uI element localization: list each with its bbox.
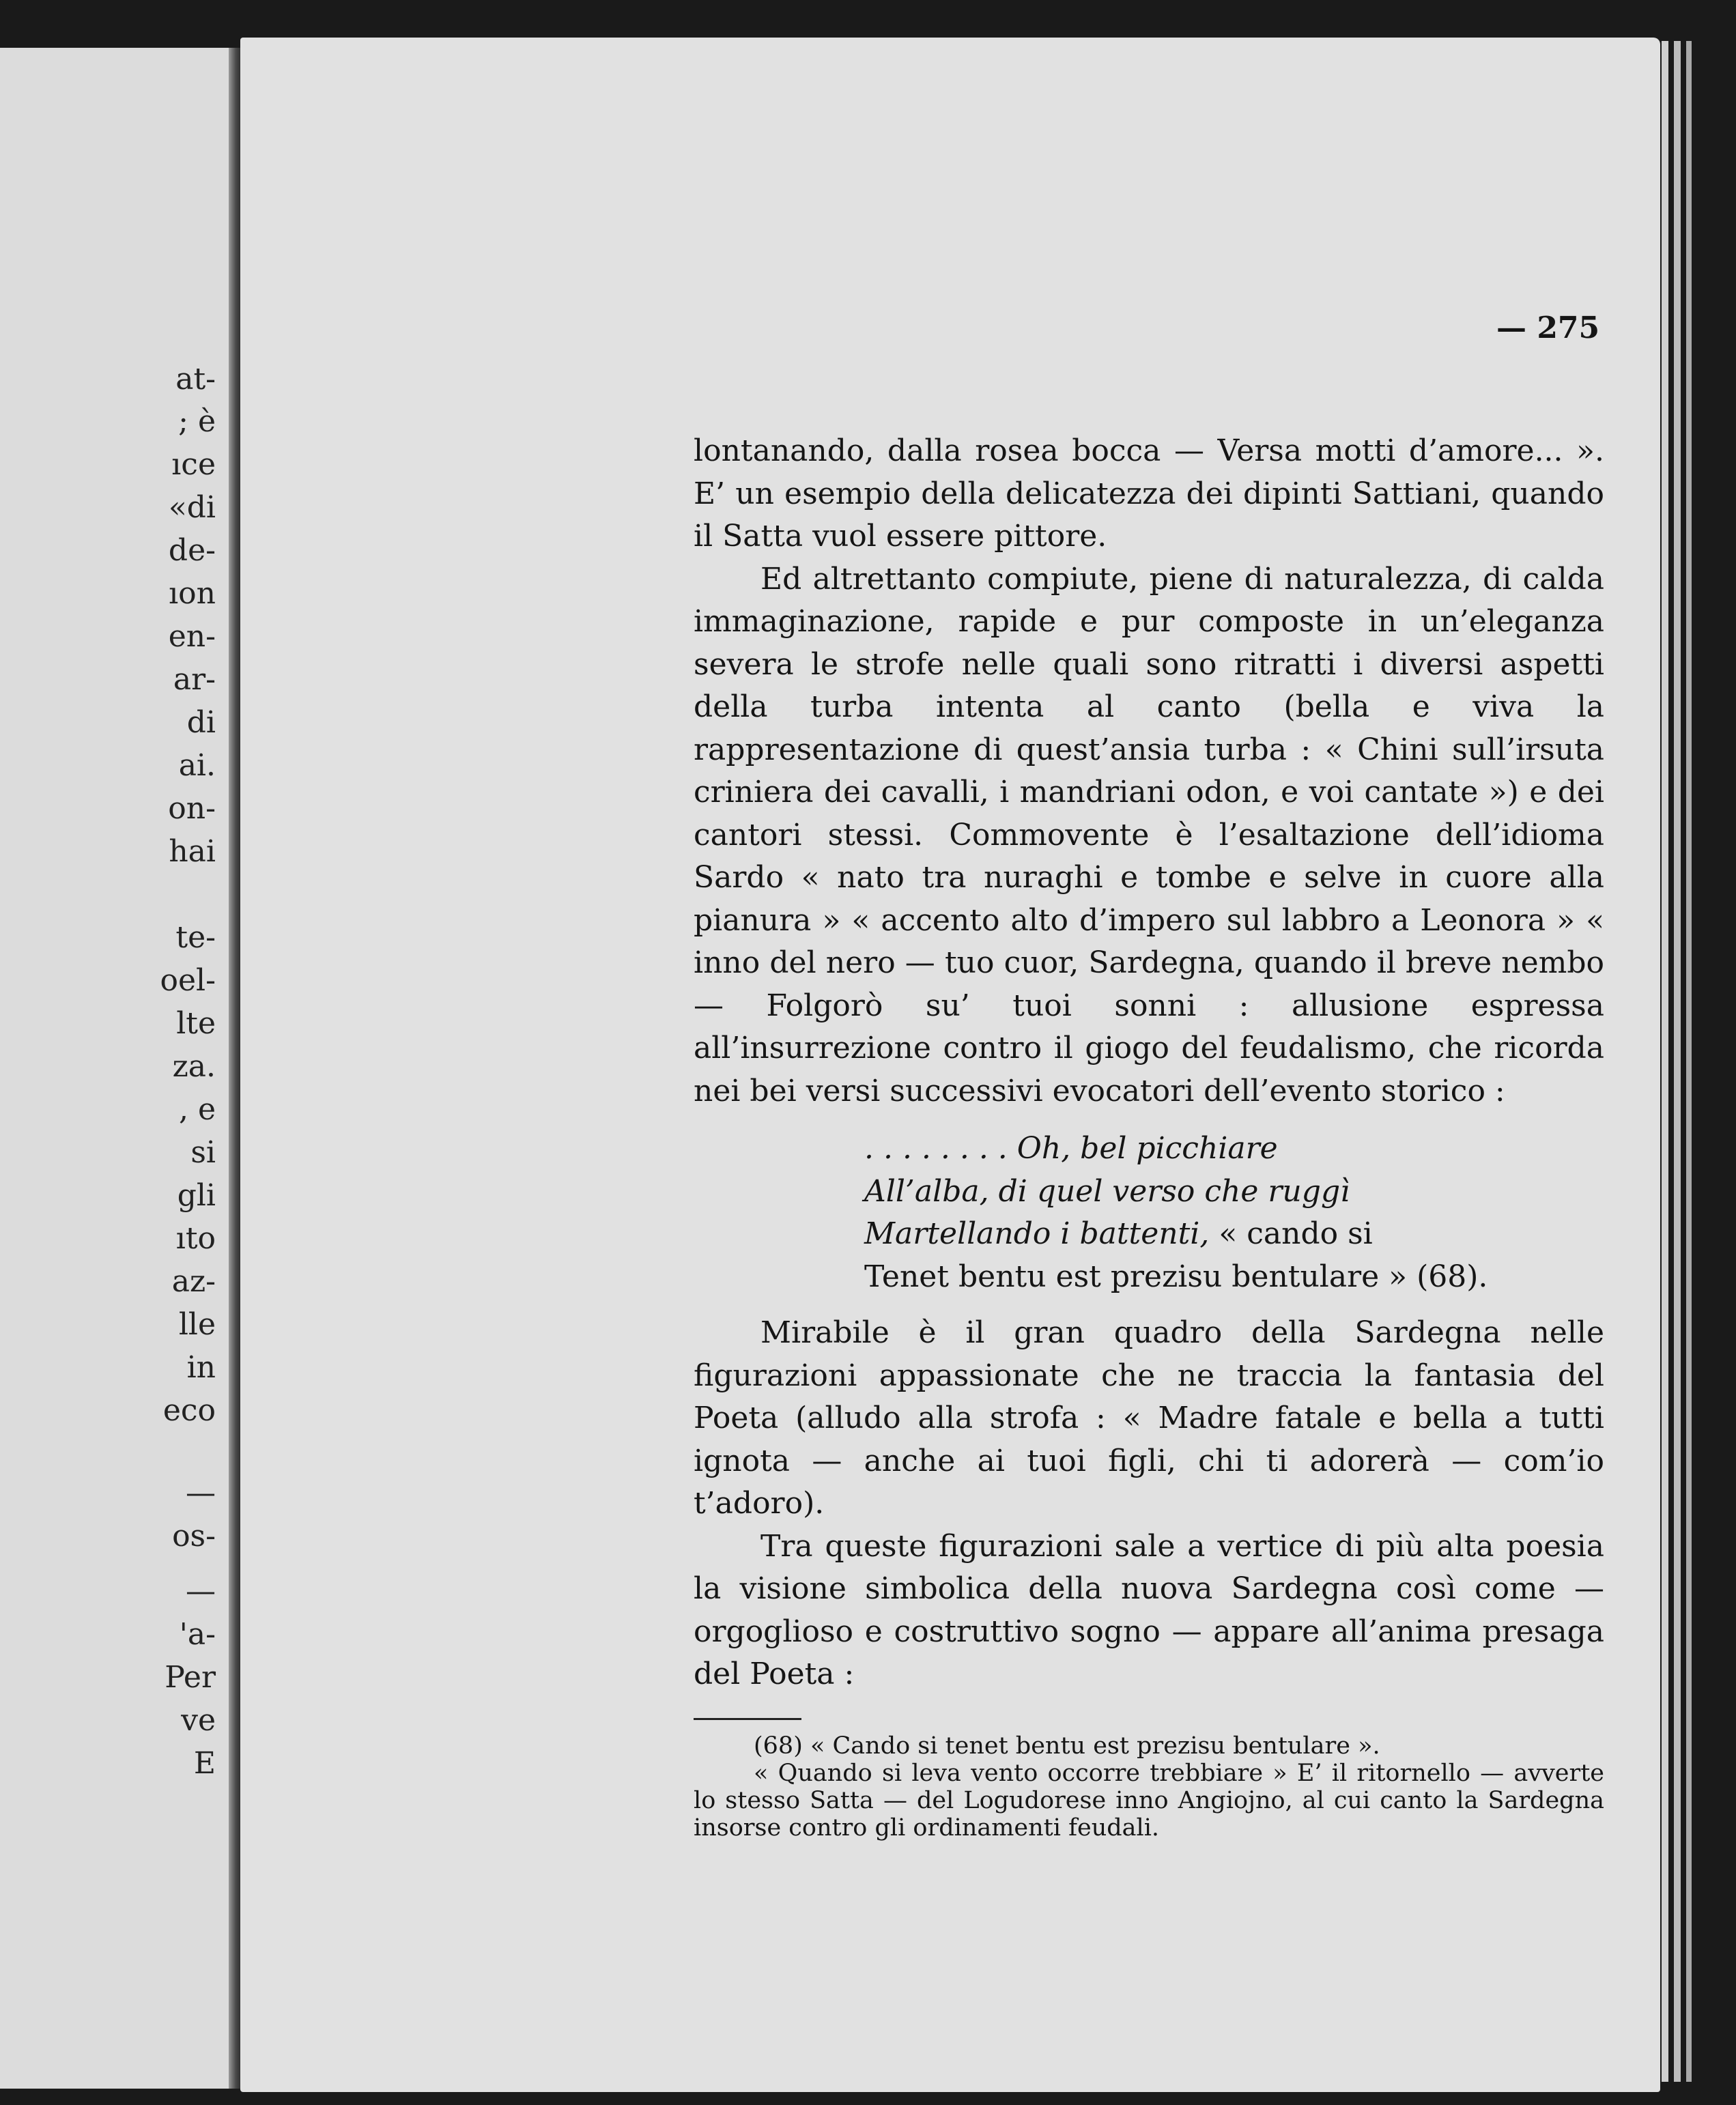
left-page-fragment: E xyxy=(193,1746,216,1781)
left-page-fragment: ıce xyxy=(171,447,216,482)
footnote xyxy=(694,1732,1604,1842)
paragraph-1: lontanando, dalla rosea bocca — Versa motti d’amore... ». E’ un esempio della delicatezza dei dipinti Sattiani, quando il Satta vuol essere pittore. xyxy=(694,433,1604,554)
left-page-fragment: ıon xyxy=(169,576,216,611)
verse-line-4: Tenet bentu est prezisu bentulare » (68). xyxy=(864,1259,1488,1294)
left-page-fragment: in xyxy=(186,1350,216,1385)
verse-line-3: Martellando i battenti, « cando si xyxy=(864,1216,1373,1251)
left-page-fragment: ai. xyxy=(178,748,216,783)
left-page-fragment: za. xyxy=(172,1049,216,1084)
left-page-fragment: gli xyxy=(177,1178,216,1213)
left-page-fragment: ; è xyxy=(178,404,216,439)
left-page-fragment: eco xyxy=(162,1393,216,1428)
left-page-fragment: en- xyxy=(168,619,216,654)
left-page-fragment: — xyxy=(186,1476,216,1510)
footnote-68-continued: « Quando si leva vento occorre trebbiare » E’ il ritornello — avverte lo stesso Satta — del Logudorese inno Angiojno, al cui canto la Sardegna insorse contro gli ordinamenti feudali. xyxy=(694,1759,1604,1842)
left-page-fragment: te- xyxy=(175,920,216,955)
left-page-fragment: «di xyxy=(168,490,216,525)
page-edge xyxy=(1674,41,1681,2082)
page-edge xyxy=(1686,41,1692,2082)
left-page-fragment: ve xyxy=(181,1703,216,1738)
right-page xyxy=(240,38,1660,2092)
left-page-fragment: , e xyxy=(178,1092,216,1127)
left-page-fragment: ar- xyxy=(173,662,216,697)
left-page-fragment: on- xyxy=(168,791,216,826)
paragraph-4: Tra queste figurazioni sale a vertice di più alta poesia la visione simbolica della nuova Sardegna così come — orgoglioso e costruttivo sogno — appare all’anima presaga del Poeta : xyxy=(694,1528,1604,1691)
page-number: — 275 xyxy=(1496,311,1600,345)
main-text xyxy=(694,430,1604,1842)
left-page-fragment: — xyxy=(186,1574,216,1609)
left-page-fragment: oel- xyxy=(160,963,216,998)
left-page-fragment: az- xyxy=(171,1264,216,1299)
verse-line-2: All’alba, di quel verso che ruggì xyxy=(864,1173,1350,1209)
left-page-fragment: ıto xyxy=(175,1221,216,1256)
left-page-fragment: si xyxy=(190,1135,216,1170)
paragraph-3: Mirabile è il gran quadro della Sardegna nelle figurazioni appassionate che ne traccia la fantasia del Poeta (alludo alla strofa : « Madre fatale e bella a tutti ignota — anche ai tuoi figli, chi ti adorerà — com’io t’adoro). xyxy=(694,1315,1604,1521)
left-page-fragment: hai xyxy=(169,834,216,869)
paragraph-2: Ed altrettanto compiute, piene di naturalezza, di calda immaginazione, rapide e pur composte in un’eleganza severa le strofe nelle quali sono ritratti i diversi aspetti della turba intenta al canto (bella e viva la rappresentazione di quest’ansia turba : « Chini sull’irsuta criniera dei cavalli, i mandriani odon, e voi cantate ») e dei cantori stessi. Commovente è l’esaltazione dell’idioma Sardo « nato tra nuraghi e tombe e selve in cuore alla pianura » « accento alto d’impero sul labbro a Leonora » « inno del nero — tuo cuor, Sardegna, quando il breve nembo — Folgorò su’ tuoi sonni : allusione espressa all’insurrezione contro il giogo del feudalismo, che ricorda nei bei versi successivi evocatori dell’evento storico : xyxy=(694,561,1604,1108)
left-page-fragment: de- xyxy=(168,533,216,568)
left-page-fragment: lte xyxy=(176,1006,216,1041)
verse-line-1: . . . . . . . . Oh, bel picchiare xyxy=(864,1131,1278,1166)
verse-quotation xyxy=(864,1128,1604,1298)
left-page-fragment: 'a- xyxy=(179,1617,216,1652)
left-page-fragment: di xyxy=(186,705,216,740)
left-facing-page xyxy=(0,48,232,2089)
left-page-fragment: os- xyxy=(172,1519,216,1553)
left-page-fragment: lle xyxy=(178,1307,216,1342)
left-page-fragment: at- xyxy=(175,362,216,397)
left-page-fragment: Per xyxy=(165,1660,216,1695)
page-edge xyxy=(1662,41,1668,2082)
footnote-separator xyxy=(694,1718,801,1720)
footnote-68: (68) « Cando si tenet bentu est prezisu bentulare ». xyxy=(754,1732,1380,1760)
